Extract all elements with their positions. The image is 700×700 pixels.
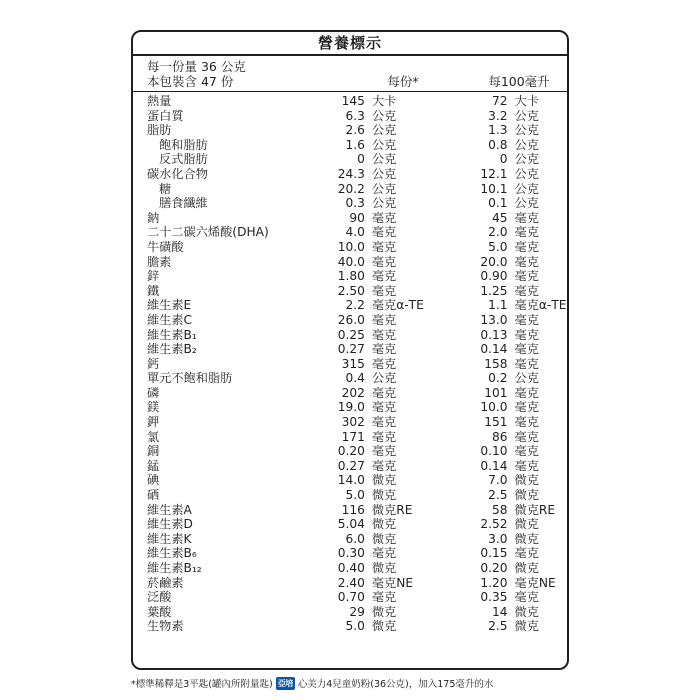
nutrient-unit-per-100ml: 微克RE	[514, 502, 556, 517]
nutrient-value-per-serving: 0.70	[337, 590, 365, 605]
nutrient-name: 生物素	[147, 619, 184, 634]
nutrient-unit-per-100ml: 微克	[514, 517, 539, 532]
nutrient-value-per-100ml: 0.35	[480, 590, 508, 605]
nutrient-value-per-serving: 171	[341, 429, 365, 444]
nutrient-value-per-100ml: 14	[492, 604, 508, 619]
nutrient-unit-per-100ml: 微克	[514, 619, 539, 634]
nutrient-value-per-100ml: 0.90	[480, 269, 508, 284]
nutrient-value-per-100ml: 1.1	[488, 298, 508, 313]
nutrient-unit-per-100ml: 毫克	[514, 327, 539, 342]
nutrient-unit-per-serving: 公克	[371, 123, 397, 138]
nutrient-name: 錳	[147, 458, 160, 473]
nutrient-value-per-100ml: 151	[484, 415, 508, 430]
servings-per-container-line: 本包裝含 47 份	[147, 74, 234, 89]
nutrient-value-per-100ml: 1.3	[488, 123, 508, 138]
nutrient-unit-per-serving: 微克	[371, 619, 397, 634]
nutrient-value-per-100ml: 86	[492, 429, 508, 444]
nutrient-value-per-100ml: 0.10	[480, 444, 508, 459]
nutrient-rows	[133, 92, 567, 634]
nutrient-unit-per-100ml: 毫克	[514, 415, 539, 430]
nutrient-value-per-serving: 90	[349, 210, 365, 225]
nutrient-value-per-serving: 5.0	[345, 619, 365, 634]
nutrient-row	[133, 342, 567, 357]
nutrient-unit-per-serving: 毫克	[371, 415, 397, 430]
nutrient-unit-per-100ml: 毫克	[514, 400, 539, 415]
nutrient-value-per-serving: 0.27	[337, 342, 365, 357]
nutrient-unit-per-serving: 毫克	[371, 429, 397, 444]
nutrient-unit-per-100ml: 公克	[514, 196, 539, 211]
nutrient-value-per-100ml: 72	[492, 94, 508, 108]
nutrient-row	[133, 269, 567, 284]
nutrient-name: 碳水化合物	[147, 166, 208, 181]
nutrient-value-per-serving: 6.3	[345, 108, 365, 123]
nutrient-value-per-100ml: 58	[492, 502, 508, 517]
nutrient-value-per-serving: 2.50	[337, 283, 365, 298]
nutrient-value-per-100ml: 0.8	[488, 137, 508, 152]
nutrient-name: 維生素K	[147, 531, 192, 546]
nutrient-value-per-serving: 0.20	[337, 444, 365, 459]
nutrient-value-per-100ml: 0.13	[480, 327, 508, 342]
nutrient-unit-per-serving: 毫克	[371, 283, 397, 298]
nutrient-value-per-serving: 202	[341, 385, 365, 400]
nutrient-name: 單元不飽和脂肪	[147, 371, 233, 386]
nutrient-name: 葉酸	[147, 604, 172, 619]
nutrient-row	[133, 167, 567, 182]
nutrient-row	[133, 517, 567, 532]
page-title: 營養標示	[317, 33, 382, 52]
nutrient-value-per-serving: 2.40	[337, 575, 365, 590]
nutrient-row	[133, 152, 567, 167]
nutrient-value-per-serving: 315	[341, 356, 365, 371]
nutrient-row	[133, 473, 567, 488]
nutrient-name: 反式脂肪	[159, 152, 208, 167]
nutrient-row	[133, 94, 567, 109]
nutrient-unit-per-100ml: 毫克	[514, 385, 539, 400]
nutrient-unit-per-100ml: 毫克	[514, 312, 539, 327]
nutrient-name: 脂肪	[147, 123, 172, 138]
nutrient-row	[133, 298, 567, 313]
nutrient-value-per-100ml: 20.0	[480, 254, 508, 269]
nutrient-value-per-100ml: 2.5	[488, 488, 508, 503]
nutrient-name: 維生素E	[147, 298, 192, 313]
nutrient-value-per-serving: 0.30	[337, 546, 365, 561]
nutrient-name: 鋅	[147, 269, 160, 284]
nutrient-unit-per-100ml: 毫克	[514, 444, 539, 459]
nutrient-value-per-serving: 20.2	[337, 181, 365, 196]
nutrient-row	[133, 605, 567, 620]
nutrient-unit-per-serving: 大卡	[371, 94, 397, 108]
nutrient-name: 維生素D	[147, 517, 193, 532]
column-header-per-serving: 每份*	[387, 74, 419, 89]
nutrient-unit-per-100ml: 微克	[514, 531, 539, 546]
nutrient-row	[133, 503, 567, 518]
nutrient-unit-per-serving: 公克	[371, 196, 397, 211]
nutrient-row	[133, 328, 567, 343]
nutrient-row	[133, 138, 567, 153]
nutrient-value-per-serving: 26.0	[337, 312, 365, 327]
nutrient-name: 氯	[147, 429, 160, 444]
nutrient-unit-per-100ml: 微克	[514, 488, 539, 503]
nutrient-row	[133, 255, 567, 270]
nutrient-value-per-serving: 5.04	[337, 517, 365, 532]
nutrient-value-per-serving: 145	[341, 94, 365, 108]
nutrient-value-per-serving: 10.0	[337, 239, 365, 254]
nutrient-value-per-serving: 14.0	[337, 473, 365, 488]
nutrient-value-per-serving: 0.3	[345, 196, 365, 211]
nutrient-name: 熱量	[147, 94, 172, 108]
nutrient-name: 二十二碳六烯酸(DHA)	[147, 225, 269, 240]
nutrient-row	[133, 240, 567, 255]
nutrient-name: 鐵	[147, 283, 160, 298]
nutrient-value-per-100ml: 0.2	[488, 371, 508, 386]
nutrient-row	[133, 590, 567, 605]
nutrient-unit-per-100ml: 公克	[514, 137, 539, 152]
nutrient-row	[133, 415, 567, 430]
nutrient-value-per-serving: 302	[341, 415, 365, 430]
nutrient-name: 銅	[147, 444, 160, 459]
nutrient-unit-per-serving: 公克	[371, 152, 397, 167]
nutrient-unit-per-serving: 毫克	[371, 458, 397, 473]
nutrient-row	[133, 444, 567, 459]
nutrient-name: 膳食纖維	[159, 196, 208, 211]
nutrient-value-per-serving: 0.25	[337, 327, 365, 342]
nutrient-unit-per-serving: 毫克	[371, 385, 397, 400]
nutrient-name: 維生素B₁₂	[147, 561, 202, 575]
nutrient-unit-per-100ml: 毫克	[514, 283, 539, 298]
nutrient-unit-per-100ml: 毫克	[514, 269, 539, 284]
nutrient-unit-per-100ml: 公克	[514, 181, 539, 196]
nutrient-name: 維生素B₂	[147, 342, 197, 357]
nutrient-unit-per-100ml: 毫克	[514, 342, 539, 357]
nutrient-name: 維生素B₆	[147, 546, 197, 561]
nutrient-value-per-100ml: 0.1	[488, 196, 508, 211]
nutrient-name: 磷	[147, 385, 160, 400]
nutrient-unit-per-100ml: 公克	[514, 371, 539, 386]
nutrient-value-per-serving: 0.4	[345, 371, 365, 386]
nutrient-row	[133, 284, 567, 299]
nutrient-name: 硒	[147, 488, 160, 503]
nutrient-value-per-100ml: 0.20	[480, 561, 508, 575]
nutrient-unit-per-serving: 毫克	[371, 327, 397, 342]
nutrient-row	[133, 619, 567, 634]
nutrient-unit-per-serving: 毫克	[371, 254, 397, 269]
nutrient-name: 飽和脂肪	[159, 137, 208, 152]
nutrient-name: 碘	[147, 473, 160, 488]
nutrient-unit-per-serving: 微克	[371, 517, 397, 532]
nutrient-unit-per-100ml: 毫克	[514, 239, 539, 254]
nutrient-value-per-serving: 116	[341, 502, 365, 517]
nutrient-unit-per-serving: 毫克	[371, 342, 397, 357]
nutrient-unit-per-serving: 毫克	[371, 590, 397, 605]
nutrient-name: 糖	[159, 181, 172, 196]
nutrient-unit-per-serving: 微克RE	[371, 502, 413, 517]
nutrient-unit-per-serving: 微克	[371, 604, 397, 619]
nutrient-value-per-serving: 19.0	[337, 400, 365, 415]
nutrient-unit-per-serving: 公克	[371, 108, 397, 123]
nutrient-value-per-serving: 4.0	[345, 225, 365, 240]
nutrient-row	[133, 561, 567, 576]
nutrient-row	[133, 546, 567, 561]
nutrient-value-per-serving: 6.0	[345, 531, 365, 546]
nutrient-value-per-serving: 2.2	[345, 298, 365, 313]
nutrition-label-title-bar	[133, 32, 567, 56]
nutrient-name: 鈉	[147, 210, 160, 225]
nutrient-unit-per-100ml: 毫克	[514, 254, 539, 269]
column-header-per-100ml: 每100毫升	[488, 74, 550, 89]
nutrient-row	[133, 430, 567, 445]
serving-info-block	[133, 56, 567, 92]
nutrient-row	[133, 357, 567, 372]
nutrition-label-card	[131, 30, 569, 670]
nutrient-unit-per-100ml: 微克	[514, 561, 539, 575]
nutrient-value-per-100ml: 5.0	[488, 239, 508, 254]
nutrient-row	[133, 576, 567, 591]
nutrient-row	[133, 123, 567, 138]
nutrient-unit-per-100ml: 公克	[514, 152, 539, 167]
nutrient-value-per-100ml: 45	[492, 210, 508, 225]
nutrient-row	[133, 386, 567, 401]
nutrient-name: 蛋白質	[147, 108, 184, 123]
nutrient-row	[133, 459, 567, 474]
nutrient-unit-per-100ml: 毫克	[514, 210, 539, 225]
nutrient-row	[133, 182, 567, 197]
nutrient-value-per-100ml: 2.5	[488, 619, 508, 634]
nutrient-unit-per-serving: 微克	[371, 473, 397, 488]
nutrient-unit-per-100ml: 毫克	[514, 458, 539, 473]
nutrient-unit-per-serving: 微克	[371, 531, 397, 546]
nutrient-unit-per-serving: 毫克	[371, 356, 397, 371]
nutrient-unit-per-serving: 毫克	[371, 400, 397, 415]
nutrient-value-per-serving: 1.80	[337, 269, 365, 284]
nutrient-value-per-100ml: 13.0	[480, 312, 508, 327]
nutrient-name: 維生素A	[147, 502, 192, 517]
nutrient-unit-per-100ml: 毫克	[514, 356, 539, 371]
nutrient-name: 鉀	[147, 415, 160, 430]
nutrient-value-per-100ml: 101	[484, 385, 508, 400]
nutrient-name: 菸鹼素	[147, 575, 184, 590]
nutrient-row	[133, 488, 567, 503]
nutrient-unit-per-serving: 公克	[371, 181, 397, 196]
nutrient-unit-per-serving: 微克	[371, 561, 397, 575]
nutrient-value-per-100ml: 1.20	[480, 575, 508, 590]
nutrient-value-per-serving: 1.6	[345, 137, 365, 152]
footnote	[131, 676, 569, 690]
nutrient-unit-per-serving: 毫克	[371, 239, 397, 254]
nutrient-value-per-100ml: 3.2	[488, 108, 508, 123]
nutrient-name: 鎂	[147, 400, 160, 415]
nutrient-value-per-serving: 5.0	[345, 488, 365, 503]
nutrient-unit-per-100ml: 毫克	[514, 590, 539, 605]
nutrient-row	[133, 371, 567, 386]
nutrient-row	[133, 211, 567, 226]
nutrient-unit-per-serving: 毫克	[371, 269, 397, 284]
nutrient-unit-per-serving: 毫克	[371, 312, 397, 327]
nutrient-row	[133, 532, 567, 547]
nutrient-row	[133, 196, 567, 211]
nutrient-unit-per-100ml: 毫克	[514, 225, 539, 240]
serving-size-line: 每一份量 36 公克	[147, 59, 246, 74]
nutrient-value-per-serving: 2.6	[345, 123, 365, 138]
nutrient-name: 鈣	[147, 356, 160, 371]
nutrient-unit-per-100ml: 公克	[514, 123, 539, 138]
nutrient-value-per-serving: 0	[357, 152, 365, 167]
nutrient-unit-per-100ml: 公克	[514, 108, 539, 123]
nutrient-unit-per-serving: 毫克	[371, 444, 397, 459]
nutrient-unit-per-100ml: 大卡	[514, 94, 539, 108]
nutrient-value-per-100ml: 1.25	[480, 283, 508, 298]
footnote-suffix: 心美力4兒童奶粉(36公克)，加入175毫升的水	[297, 679, 494, 690]
nutrient-value-per-100ml: 3.0	[488, 531, 508, 546]
nutrient-value-per-100ml: 0.14	[480, 458, 508, 473]
nutrient-row	[133, 225, 567, 240]
nutrient-value-per-serving: 24.3	[337, 166, 365, 181]
nutrient-value-per-100ml: 7.0	[488, 473, 508, 488]
nutrient-name: 膽素	[147, 254, 172, 269]
nutrient-unit-per-100ml: 公克	[514, 166, 539, 181]
nutrient-unit-per-serving: 公克	[371, 137, 397, 152]
nutrient-value-per-100ml: 10.1	[480, 181, 508, 196]
nutrient-value-per-100ml: 0	[499, 152, 508, 167]
nutrient-name: 牛磺酸	[147, 239, 184, 254]
nutrient-value-per-serving: 0.40	[337, 561, 365, 575]
nutrient-name: 維生素B₁	[147, 327, 197, 342]
nutrient-row	[133, 313, 567, 328]
nutrient-value-per-serving: 0.27	[337, 458, 365, 473]
nutrient-name: 維生素C	[147, 312, 193, 327]
nutrient-row	[133, 109, 567, 124]
nutrient-unit-per-serving: 公克	[371, 371, 397, 386]
nutrient-unit-per-100ml: 微克	[514, 473, 539, 488]
nutrient-value-per-100ml: 2.52	[480, 517, 508, 532]
nutrient-unit-per-100ml: 微克	[514, 604, 539, 619]
nutrient-row	[133, 400, 567, 415]
nutrient-unit-per-serving: 毫克	[371, 546, 397, 561]
nutrient-unit-per-100ml: 毫克	[514, 546, 539, 561]
nutrient-value-per-100ml: 12.1	[480, 166, 508, 181]
nutrient-unit-per-serving: 毫克	[371, 210, 397, 225]
nutrient-value-per-100ml: 10.0	[480, 400, 508, 415]
nutrient-unit-per-100ml: 毫克	[514, 429, 539, 444]
nutrient-unit-per-serving: 毫克NE	[371, 575, 414, 590]
nutrient-value-per-100ml: 0.14	[480, 342, 508, 357]
nutrient-value-per-serving: 40.0	[337, 254, 365, 269]
nutrient-value-per-100ml: 0.15	[480, 546, 508, 561]
footnote-prefix: *標準稀釋是3平匙(罐內所附量匙)	[131, 679, 273, 690]
nutrient-value-per-100ml: 158	[484, 356, 508, 371]
nutrient-value-per-serving: 29	[349, 604, 365, 619]
brand-badge: 亞培	[277, 678, 293, 688]
nutrient-value-per-100ml: 2.0	[488, 225, 508, 240]
nutrient-unit-per-serving: 公克	[371, 166, 397, 181]
nutrient-unit-per-100ml: 毫克NE	[514, 575, 556, 590]
nutrient-name: 泛酸	[147, 590, 172, 605]
nutrient-unit-per-100ml: 毫克α-TE	[514, 298, 567, 313]
nutrient-unit-per-serving: 毫克α-TE	[371, 298, 424, 313]
nutrient-unit-per-serving: 毫克	[371, 225, 397, 240]
nutrient-unit-per-serving: 微克	[371, 488, 397, 503]
